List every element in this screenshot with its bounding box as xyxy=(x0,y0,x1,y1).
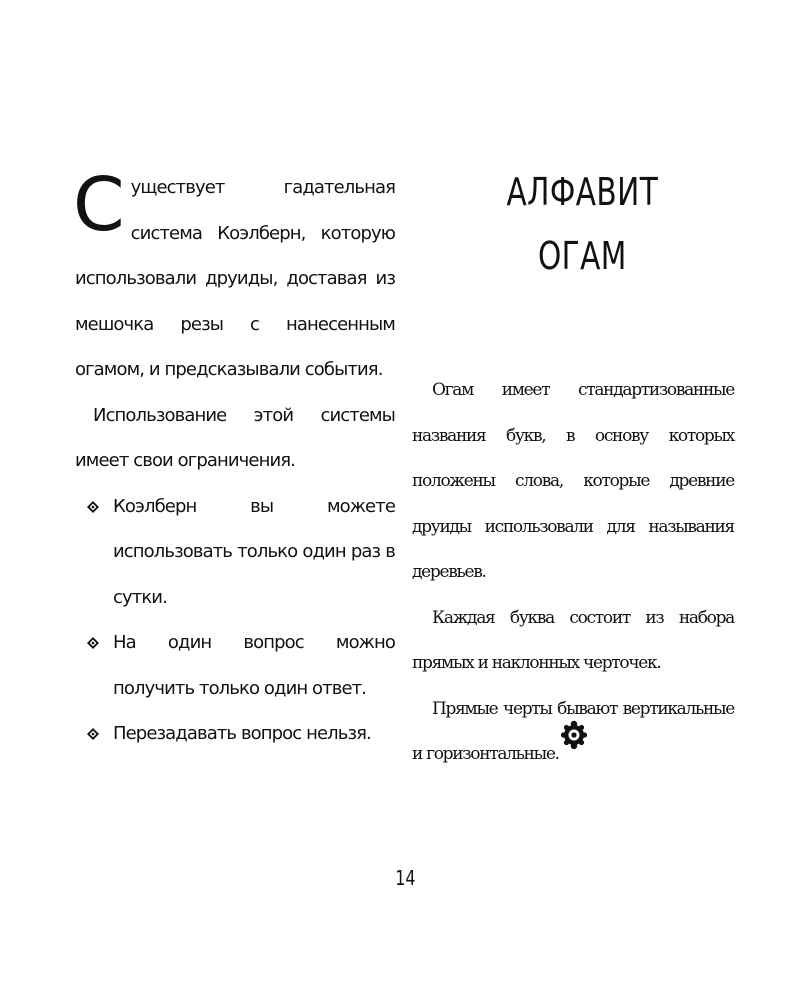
paragraph: Огам имеет стандартизованные названия букв, в основу которых положены слова, которые древние друиды использовали для называния деревьев. xyxy=(412,380,734,582)
right-column xyxy=(412,160,734,778)
paragraph: Прямые черты бывают вертикальные и горизонтальные. xyxy=(412,698,734,764)
page-number: 14 xyxy=(395,866,416,890)
intro-paragraph xyxy=(73,162,395,393)
list-item xyxy=(75,711,395,757)
drop-cap: С xyxy=(73,162,125,248)
list-item-text: Перезадавать вопрос нельзя. xyxy=(113,723,371,744)
limitations-list xyxy=(75,484,395,757)
flower-ornament-icon xyxy=(561,712,587,758)
limitations-paragraph: Использование этой системы имеет свои ограничения. xyxy=(75,404,395,471)
list-item xyxy=(75,620,395,711)
intro-text: уществует гадательная система Коэлберн, которую использовали друиды, доставая из мешочка резы с нанесенным огамом, и предсказывали события. xyxy=(75,177,395,380)
left-column xyxy=(73,162,395,757)
diamond-bullet-icon xyxy=(87,501,99,513)
list-item-text: На один вопрос можно получить только один ответ. xyxy=(113,632,395,699)
diamond-bullet-icon xyxy=(87,637,99,649)
diamond-bullet-icon xyxy=(87,728,99,740)
paragraph: Каждая буква состоит из набора прямых и наклонных черточек. xyxy=(412,607,734,673)
list-item-text: Коэлберн вы можете использовать только один раз в сутки. xyxy=(113,495,395,608)
list-item xyxy=(75,484,395,621)
section-title: АЛФАВИТ ОГАМ xyxy=(506,170,659,278)
